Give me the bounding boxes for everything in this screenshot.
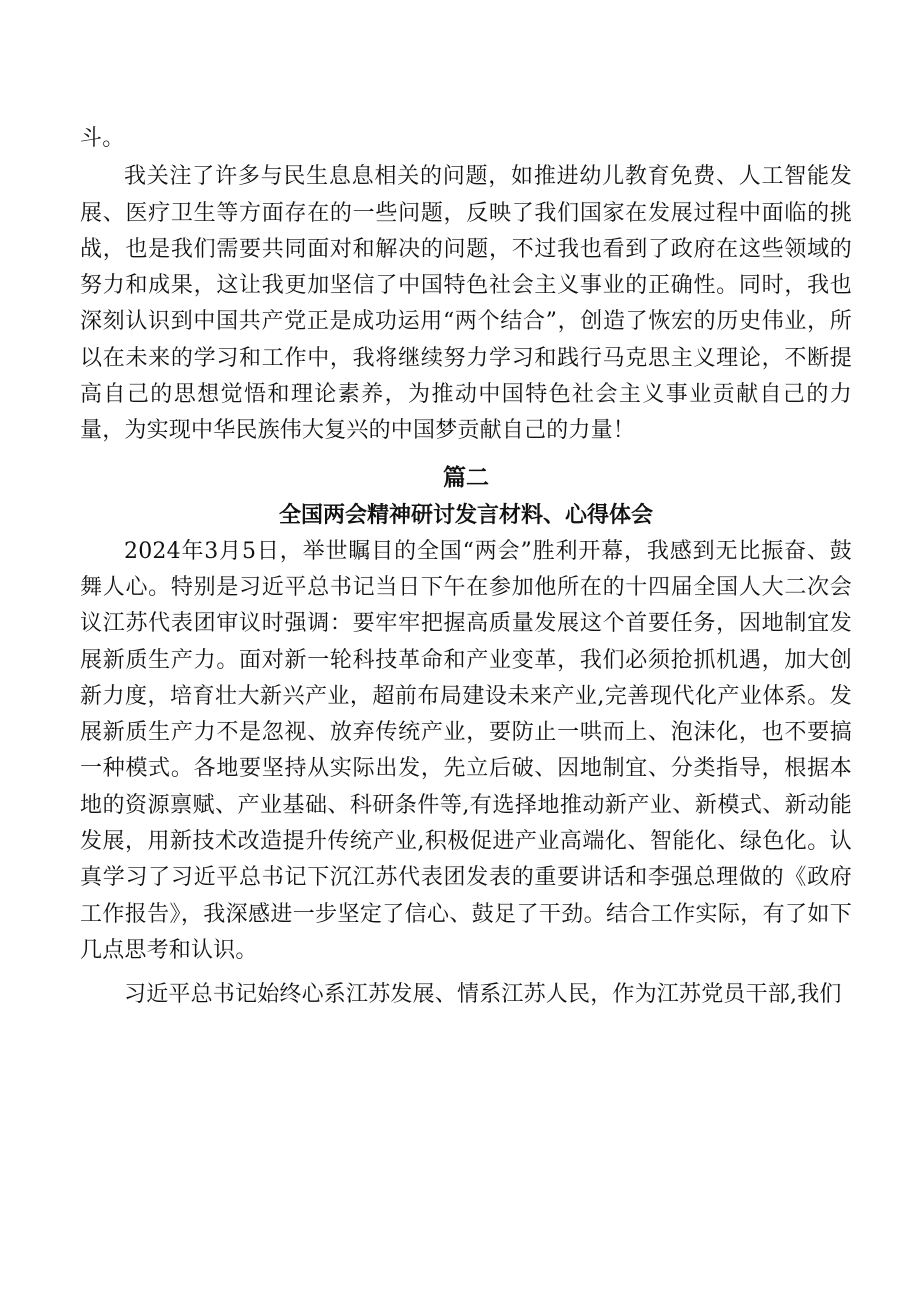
paragraph-continuation: 斗。 [80, 126, 125, 151]
paragraph-opening: 2024年3月5日，举世瞩目的全国“两会”胜利开幕，我感到无比振奋、鼓舞人心。特别是习近平总书记当日下午在参加他所在的十四届全国人大二次会议江苏代表团审议时强调：要牢牢把握高质量发展这个首要任务，因地制宜发展新质生产力。面对新一轮科技革命和产业变革，我们必须抢抓机遇，加大创新力度，培育壮大新兴产业，超前布局建设未来产业,完善现代化产业体系。发展新质生产力不是忽视、放弃传统产业，要防止一哄而上、泡沫化，也不要搞一种模式。各地要坚持从实际出发，先立后破、因地制宜、分类指导，根据本地的资源禀赋、产业基础、科研条件等,有选择地推动新产业、新模式、新动能发展，用新技术改造提升传统产业,积极促进产业高端化、智能化、绿色化。认真学习了习近平总书记下沉江苏代表团发表的重要讲话和李强总理做的《政府工作报告》，我深感进一步坚定了信心、鼓足了干劲。结合工作实际，有了如下几点思考和认识。 [80, 538, 852, 963]
section-label: 篇二 [443, 464, 489, 491]
section-title: 全国两会精神研讨发言材料、心得体会 [278, 502, 653, 528]
paragraph-continued: 习近平总书记始终心系江苏发展、情系江苏人民，作为江苏党员干部,我们 [124, 982, 842, 1008]
paragraph-reflection: 我关注了许多与民生息息相关的问题，如推进幼儿教育免费、人工智能发展、医疗卫生等方面存在的一些问题，反映了我们国家在发展过程中面临的挑战，也是我们需要共同面对和解决的问题，不过我也看到了政府在这些领域的努力和成果，这让我更加坚信了中国特色社会主义事业的正确性。同时，我也深刻认识到中国共产党正是成功运用“两个结合”，创造了恢宏的历史伟业，所以在未来的学习和工作中，我将继续努力学习和践行马克思主义理论，不断提高自己的思想觉悟和理论素养，为推动中国特色社会主义事业贡献自己的力量，为实现中华民族伟大复兴的中国梦贡献自己的力量！ [80, 164, 852, 444]
document-body [80, 121, 852, 1014]
